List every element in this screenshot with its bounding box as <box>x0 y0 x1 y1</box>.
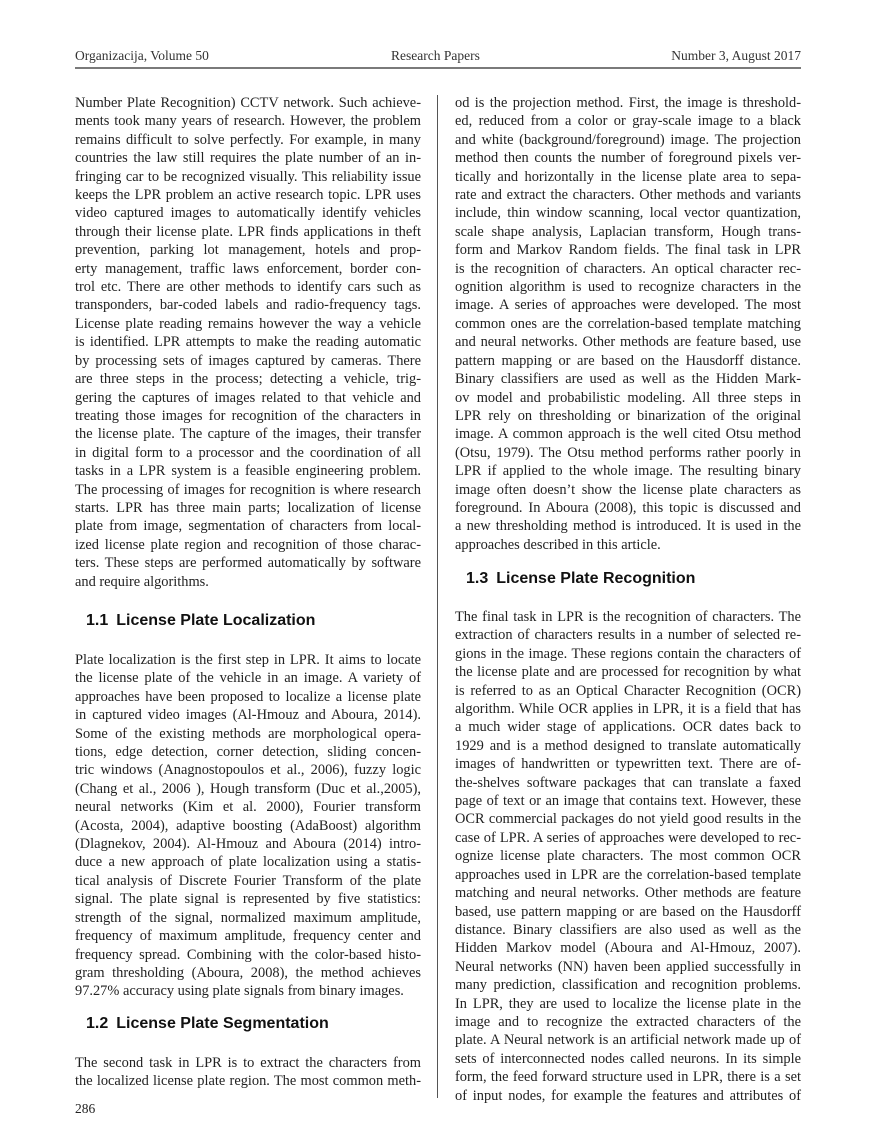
text-line: in digital form to a processor and the coordination of all <box>75 444 421 461</box>
section-number: 1.2 <box>86 1015 109 1032</box>
text-line: signal. The plate signal is represented by five statistics: <box>75 891 421 908</box>
text-line: the license plate of the vehicle in an image. A variety of <box>75 670 421 687</box>
text-line: in captured video images (Al-Hmouz and Aboura, 2014). <box>75 707 421 724</box>
text-line: erty management, traffic laws enforcement, border con- <box>75 260 421 277</box>
text-line: The processing of images for recognition is where research <box>75 481 421 498</box>
text-line: (Dlagnekov, 2004). Al-Hmouz and Aboura (2014) intro- <box>75 836 421 853</box>
text-line: approaches described in this article. <box>455 536 661 553</box>
page-number: 286 <box>75 1101 96 1116</box>
text-line: are three steps in the process; detecting a vehicle, trig- <box>75 371 421 388</box>
text-line: Hidden Markov model (Aboura and Al-Hmouz, 2007). <box>455 940 801 957</box>
text-line: a new thresholding method is introduced. It is used in the <box>455 518 801 535</box>
section-heading-1-3 <box>466 570 695 588</box>
text-line: approaches have been proposed to localize a license plate <box>75 688 421 705</box>
text-line: form and Markov Random fields. The final task in LPR <box>455 242 801 259</box>
text-line: the-shelves software packages that can translate a faxed <box>455 774 801 791</box>
paragraph-segmentation <box>75 1054 421 1091</box>
text-line: OCR commercial packages do not yield good results in the <box>455 811 801 828</box>
text-line: LPR if applied to the whole image. The resulting binary <box>455 463 801 480</box>
text-line: matching and neural networks. Other methods are feature <box>455 885 801 902</box>
text-line: ed, reduced from a color or gray-scale image to a black <box>455 113 801 130</box>
text-line: plate from image, segmentation of characters from local- <box>75 518 421 535</box>
text-line: ognition algorithm is used to recognize characters in the <box>455 279 801 296</box>
text-line: is the recognition of characters. An optical character rec- <box>455 260 801 277</box>
paragraph-segmentation-cont <box>455 94 801 554</box>
text-line: tasks in a LPR system is a feasible engineering problem. <box>75 463 421 480</box>
text-line: rate and extract the characters. Other methods and variants <box>455 187 801 204</box>
text-line: treating those images for recognition of the characters in <box>75 407 421 424</box>
text-line: duce a new approach of plate localization using a statis- <box>75 854 421 871</box>
text-line: the localized license plate region. The most common meth- <box>75 1073 421 1090</box>
text-line: and neural networks. Other methods are feature based, use <box>455 334 801 351</box>
text-line: ognize license plate characters. The most common OCR <box>455 848 801 865</box>
text-line: neural networks (Kim et al. 2000), Fourier transform <box>75 799 421 816</box>
text-line: tions, edge detection, corner detection, sliding concen- <box>75 744 421 761</box>
section-number: 1.3 <box>466 570 489 587</box>
text-line: gering the captures of images related to that vehicle and <box>75 389 421 406</box>
text-line: page of text or an image that contains text. However, these <box>455 793 801 810</box>
text-line: The final task in LPR is the recognition of characters. The <box>455 609 801 625</box>
text-line: the license plate. The capture of the images, their transfer <box>75 426 421 443</box>
text-line: tically and horizontally in the license plate area to sepa- <box>455 168 801 185</box>
text-line: many prediction, classification and recognition problems. <box>455 977 801 994</box>
text-line: (Acosta, 2004), adaptive boosting (AdaBoost) algorithm <box>75 817 421 834</box>
text-line: pattern mapping or are based on the Hausdorff distance. <box>455 352 801 369</box>
text-line: distance. Binary classifiers are also used as well as the <box>455 921 801 938</box>
text-line: gram thresholding (Aboura, 2008), the method achieves <box>75 964 421 981</box>
text-line: images of handwritten or typewritten text. There are of- <box>455 756 801 773</box>
text-line: keeps the LPR problem an active research topic. LPR uses <box>75 187 421 204</box>
text-line: image often doesn’t show the license plate characters as <box>455 481 801 498</box>
text-line: trol etc. There are other methods to identify cars such as <box>75 279 421 296</box>
text-line: common ones are the correlation-based template matching <box>455 315 801 332</box>
text-line: (Chang et al., 2006 ), Hough transform (Duc et al.,2005), <box>75 780 421 797</box>
text-line: foreground. In Aboura (2008), this topic is discussed and <box>455 499 801 516</box>
text-line: ized license plate region and recognition of those charac- <box>75 536 421 553</box>
text-line: gions in the image. These regions contain the characters of <box>455 645 801 662</box>
text-line: and white (background/foreground) image. The projection <box>455 131 801 148</box>
text-line: remains difficult to solve perfectly. For example, in many <box>75 131 421 148</box>
text-line: video captured images to automatically identify vehicles <box>75 205 421 222</box>
text-line: form, the feed forward structure used in LPR, there is a set <box>455 1069 801 1086</box>
text-line: The second task in LPR is to extract the characters from <box>75 1055 421 1071</box>
text-line: extraction of characters results in a number of selected re- <box>455 627 801 644</box>
text-line: In LPR, they are used to localize the license plate in the <box>455 995 801 1012</box>
text-line: and require algorithms. <box>75 573 209 590</box>
text-line: the license plate and are processed for recognition by what <box>455 664 801 681</box>
text-line: prevention, parking lot management, hotels and prop- <box>75 242 421 259</box>
paragraph-intro <box>75 94 421 591</box>
text-line: License plate reading remains however the way a vehicle <box>75 315 421 332</box>
text-line: is identified. LPR attempts to make the reading automatic <box>75 334 421 351</box>
text-line: frequency spread. Combining with the color-based histo- <box>75 946 421 963</box>
text-line: ov model and probabilistic modeling. All three steps in <box>455 389 801 406</box>
section-title: License Plate Segmentation <box>116 1015 329 1032</box>
text-line: Plate localization is the first step in LPR. It aims to locate <box>75 652 421 668</box>
text-line: image and to recognize the extracted characters of the <box>455 1013 801 1030</box>
text-line: fringing car to be recognized visually. This reliability issue <box>75 168 421 185</box>
section-number: 1.1 <box>86 612 109 629</box>
text-line: strength of the signal, normalized maximum amplitude, <box>75 909 421 926</box>
text-line: transponders, bar-coded labels and radio-frequency tags. <box>75 297 421 314</box>
text-line: image. A series of approaches were developed. The most <box>455 297 801 314</box>
text-line: starts. LPR has three main parts; localization of license <box>75 499 421 516</box>
text-line: through their license plate. LPR finds applications in theft <box>75 223 421 240</box>
text-line: tric windows (Anagnostopoulos et al., 2006), fuzzy logic <box>75 762 421 779</box>
text-line: algorithm. While OCR applies in LPR, it is a field that has <box>455 701 801 718</box>
text-line: frequency of maximum amplitude, frequency center and <box>75 928 421 945</box>
section-heading-1-2 <box>86 1015 329 1033</box>
column-divider <box>437 95 438 1098</box>
text-line: ments took many years of research. However, the problem <box>75 113 421 130</box>
section-title: License Plate Localization <box>116 612 316 629</box>
paragraph-localization <box>75 651 421 1001</box>
running-header-section: Research Papers <box>391 48 480 63</box>
text-line: ters. These steps are performed automatically by software <box>75 555 421 572</box>
section-heading-1-1 <box>86 612 315 630</box>
section-title: License Plate Recognition <box>496 570 696 587</box>
text-line: plate. A Neural network is an artificial network made up of <box>455 1032 801 1049</box>
text-line: 97.27% accuracy using plate signals from binary images. <box>75 983 404 1000</box>
text-line: based, use pattern mapping or are based on the Hausdorff <box>455 903 801 920</box>
text-line: Some of the existing methods are morphological opera- <box>75 725 421 742</box>
paragraph-recognition <box>455 608 801 1105</box>
text-line: case of LPR. A series of approaches were developed to rec- <box>455 829 801 846</box>
text-line: include, thin window scanning, local vector quantization, <box>455 205 801 222</box>
text-line: scale shape analysis, Laplacian transform, Hough trans- <box>455 223 801 240</box>
text-line: method then counts the number of foreground pixels ver- <box>455 150 801 167</box>
text-line: od is the projection method. First, the image is threshold- <box>455 95 801 111</box>
text-line: approaches used in LPR are the correlation-based template <box>455 866 801 883</box>
text-line: by processing sets of images captured by cameras. There <box>75 352 421 369</box>
text-line: Binary classifiers are used as well as the Hidden Mark- <box>455 371 801 388</box>
text-line: countries the law still requires the plate number of an in- <box>75 150 421 167</box>
text-line: of input nodes, for example the features and attributes of <box>455 1087 801 1104</box>
text-line: tical analysis of Discrete Fourier Transform of the plate <box>75 872 421 889</box>
text-line: a much wider stage of applications. OCR dates back to <box>455 719 801 736</box>
text-line: (Otsu, 1979). The Otsu method performs rather poorly in <box>455 444 801 461</box>
text-line: Neural networks (NN) haven been applied successfully in <box>455 958 801 975</box>
header-rule <box>75 67 801 69</box>
text-line: LPR rely on thresholding or binarization of the original <box>455 407 801 424</box>
text-line: is referred to as an Optical Character Recognition (OCR) <box>455 682 801 699</box>
running-header-issue: Number 3, August 2017 <box>671 48 801 63</box>
running-header-journal: Organizacija, Volume 50 <box>75 48 209 63</box>
text-line: 1929 and is a method designed to translate automatically <box>455 737 801 754</box>
text-line: Number Plate Recognition) CCTV network. Such achieve- <box>75 95 421 111</box>
text-line: sets of interconnected nodes called neurons. In its simple <box>455 1050 801 1067</box>
text-line: image. A common approach is the well cited Otsu method <box>455 426 801 443</box>
